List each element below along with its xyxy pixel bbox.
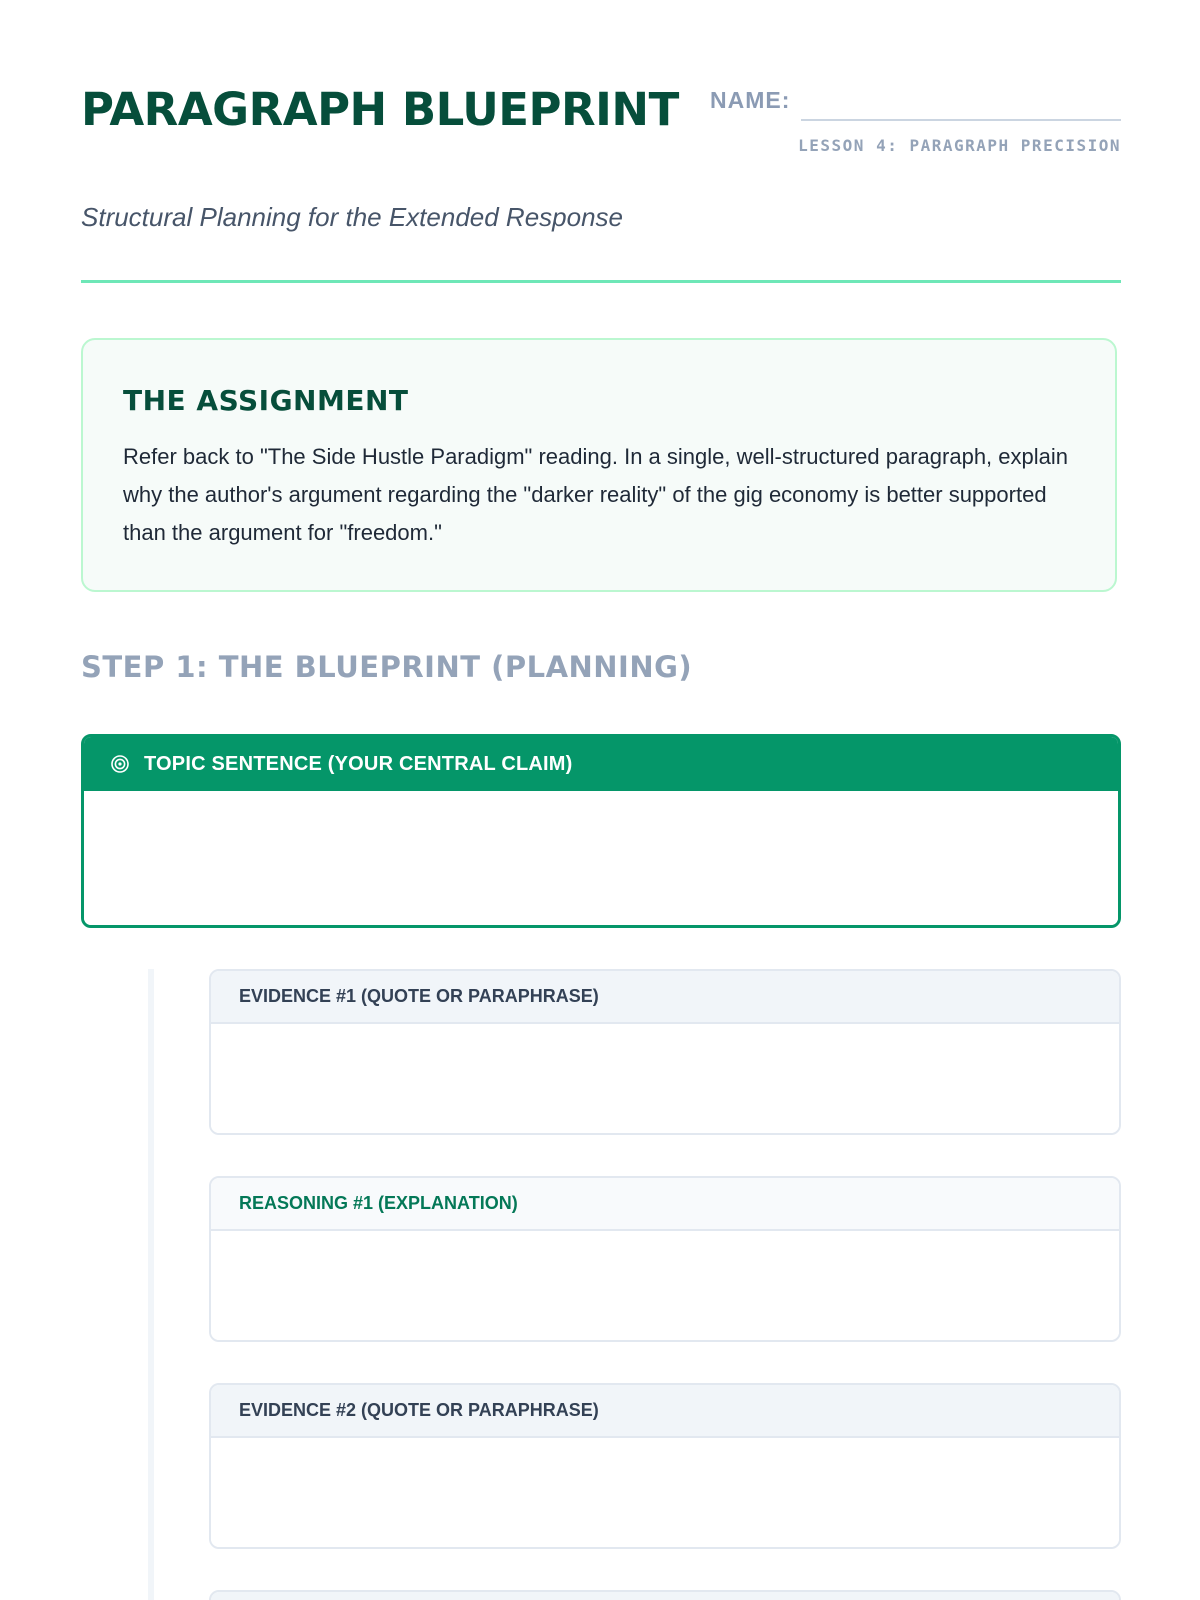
evidence-1-card [209,969,1121,1135]
evidence-1-input[interactable] [211,1024,1119,1133]
page-subtitle: Structural Planning for the Extended Response [81,202,624,232]
evidence-2-label: EVIDENCE #2 (QUOTE OR PARAPHRASE) [211,1385,1119,1438]
reasoning-1-input[interactable] [211,1231,1119,1340]
name-label: NAME: [710,87,791,113]
topic-sentence-header [84,737,1118,791]
evidence-2-input[interactable] [211,1438,1119,1547]
worksheet-header [81,80,1121,280]
topic-sentence-input[interactable] [84,791,1118,925]
blueprint-connector-line [148,969,154,1600]
assignment-text: Refer back to "The Side Hustle Paradigm" reading. In a single, well-structured paragraph, explain why the author's argument regarding the "darker reality" of the gig economy is better supported than the argument for "freedom." [123,444,1069,545]
evidence-2-card [209,1383,1121,1549]
page-title: PARAGRAPH BLUEPRINT [81,83,679,136]
topic-sentence-label: TOPIC SENTENCE (YOUR CENTRAL CLAIM) [144,752,573,775]
topic-sentence-box [81,734,1121,928]
reasoning-1-card [209,1176,1121,1342]
name-field[interactable] [801,119,1121,121]
header-divider [81,280,1121,283]
assignment-title: THE ASSIGNMENT [123,384,409,417]
step-1-title: STEP 1: THE BLUEPRINT (PLANNING) [81,650,693,684]
target-icon [110,754,130,774]
reasoning-1-label: REASONING #1 (EXPLANATION) [211,1178,1119,1231]
next-step-card [209,1590,1121,1600]
lesson-tag: LESSON 4: PARAGRAPH PRECISION [798,136,1121,155]
evidence-1-label: EVIDENCE #1 (QUOTE OR PARAPHRASE) [211,971,1119,1024]
next-step-header [211,1592,1119,1600]
assignment-panel [81,338,1117,592]
